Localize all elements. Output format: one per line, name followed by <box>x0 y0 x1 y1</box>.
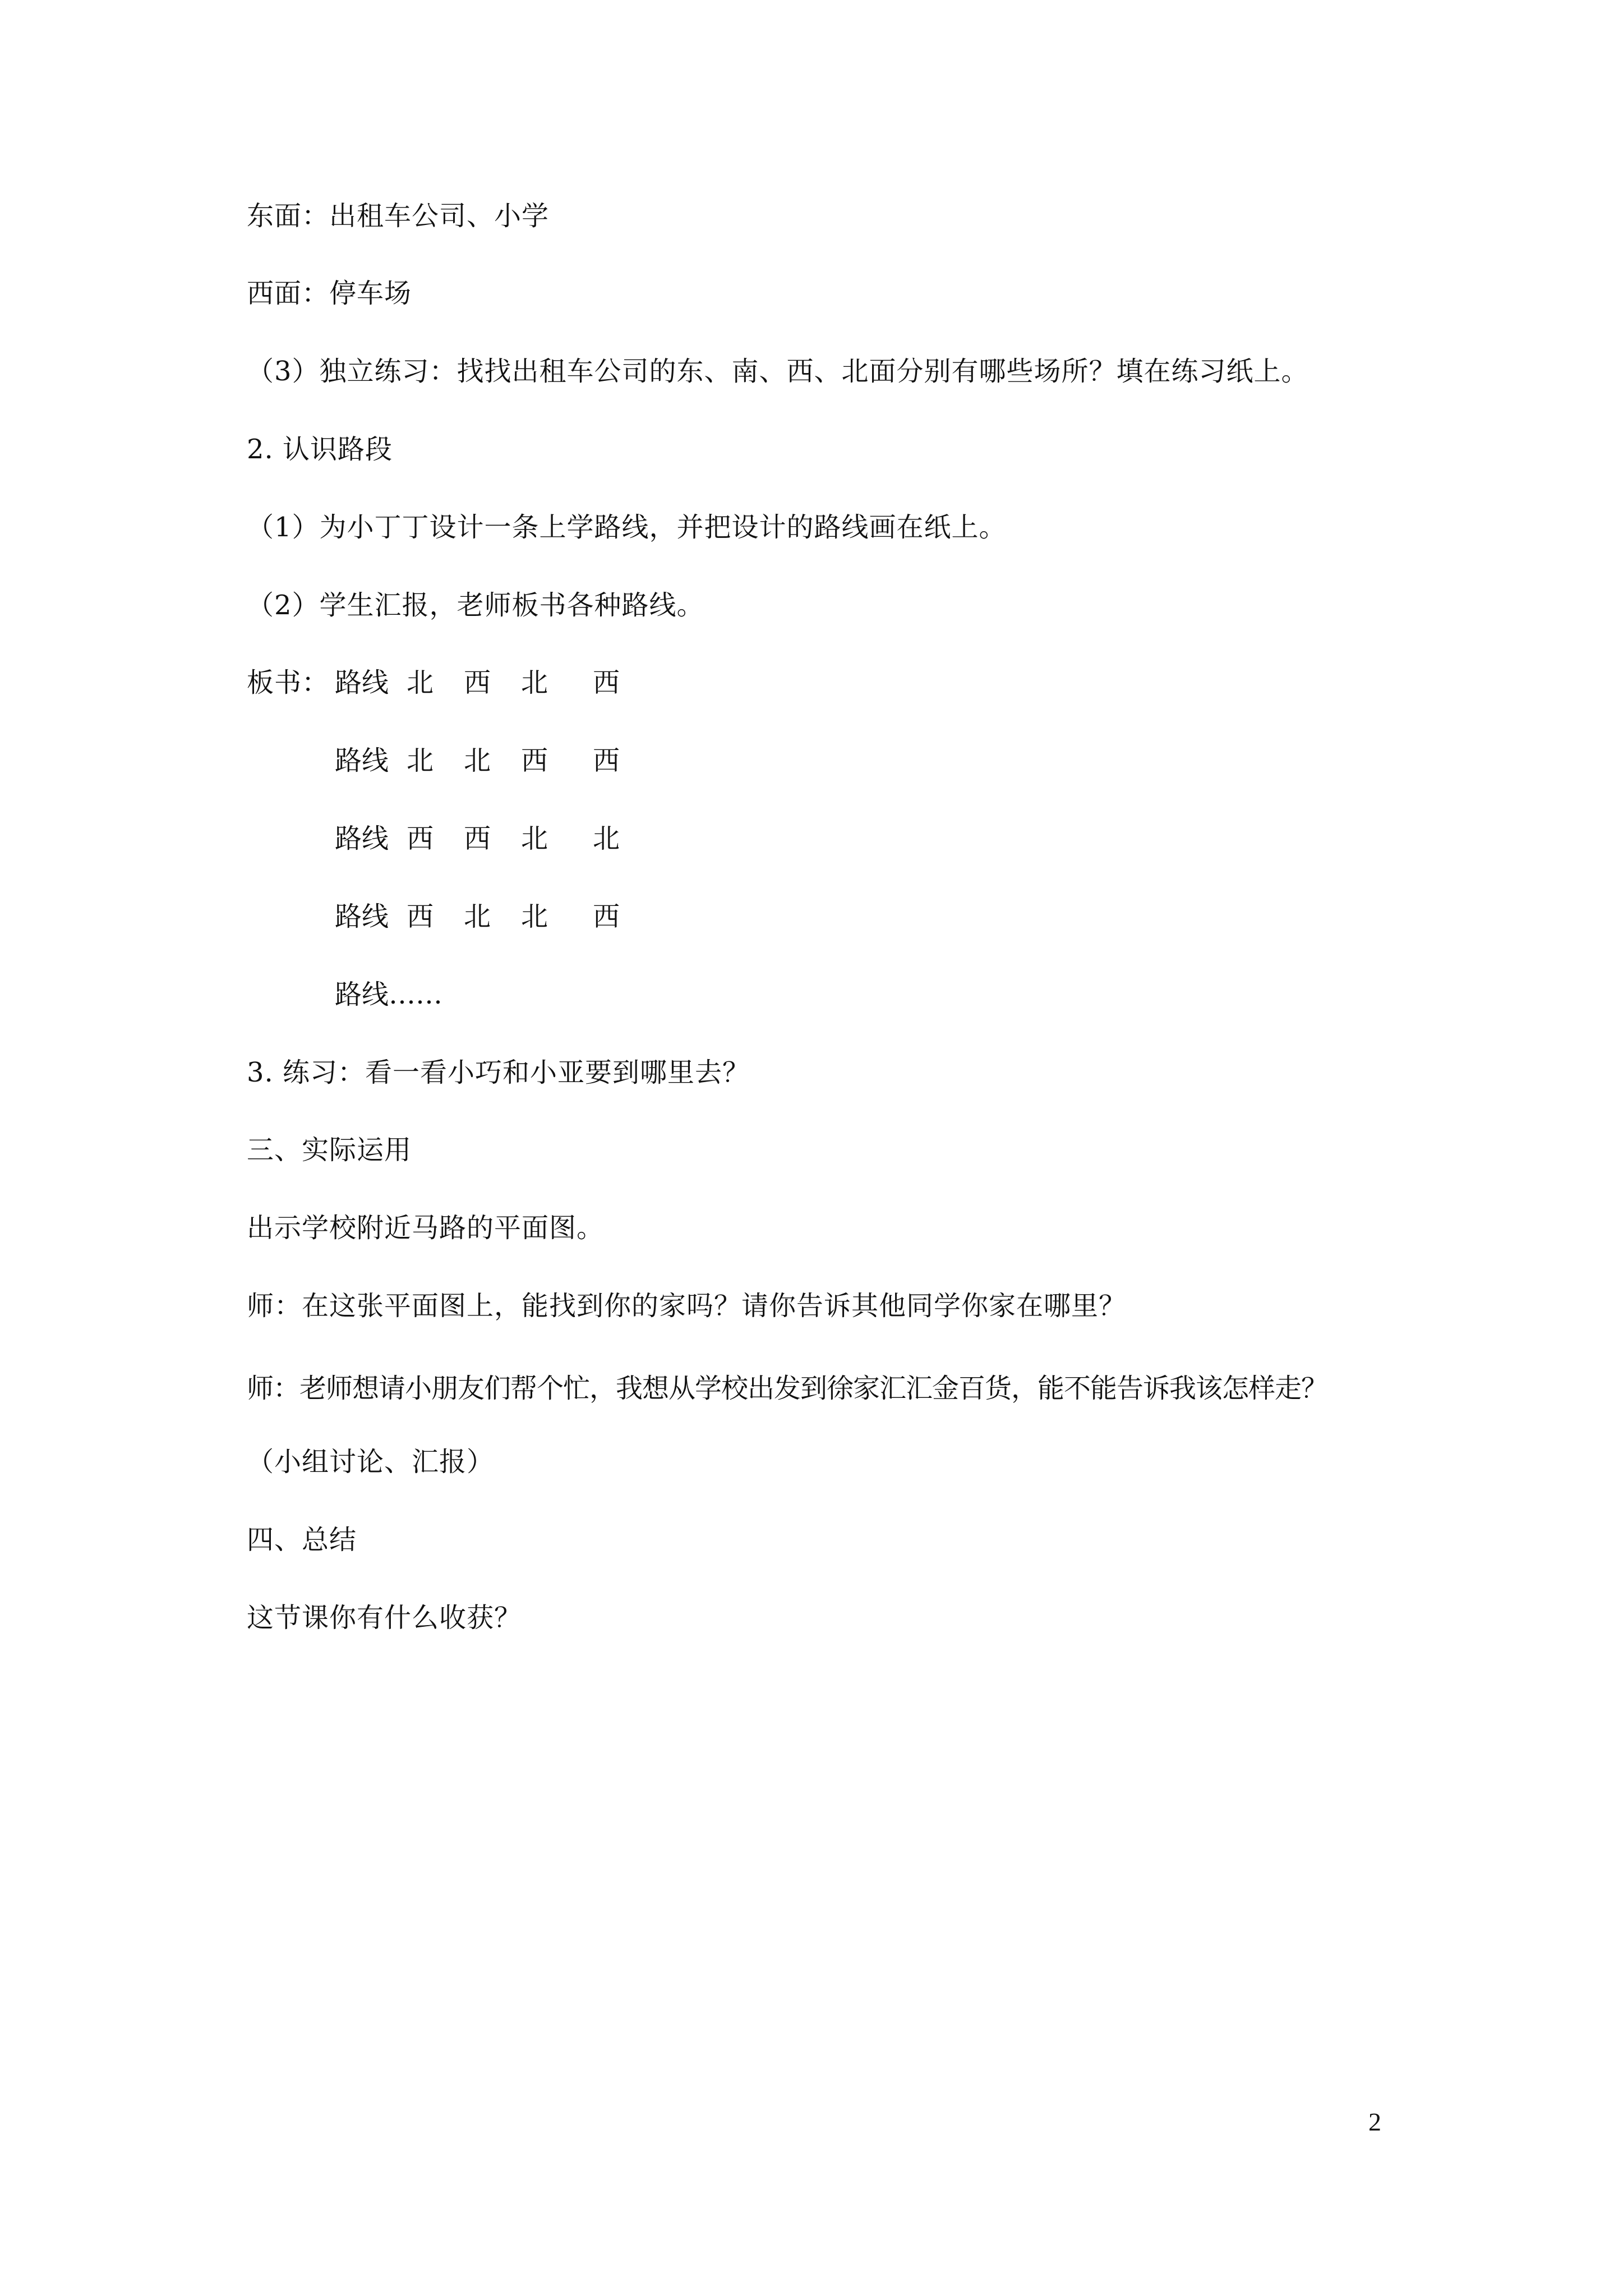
board-label: 板书： <box>247 667 330 698</box>
page-number: 2 <box>1368 2108 1381 2136</box>
part-4-heading: 四、总结 <box>247 1524 357 1556</box>
teacher-question-2: 师：老师想请小朋友们帮个忙，我想从学校出发到徐家汇汇金百货，能不能告诉我该怎样走？ <box>247 1373 1328 1404</box>
route-name: 路线 <box>335 745 389 776</box>
route-direction: 北 <box>407 667 434 698</box>
route-direction: 北 <box>593 823 620 854</box>
show-map-line: 出示学校附近马路的平面图。 <box>247 1212 605 1244</box>
section-2-heading: 2. 认识路段 <box>247 434 393 465</box>
route-direction: 西 <box>593 667 620 698</box>
east-line: 东面：出租车公司、小学 <box>247 200 550 232</box>
route-direction: 北 <box>521 823 548 854</box>
closing-question: 这节课你有什么收获？ <box>247 1602 522 1634</box>
route-name: 路线 <box>335 823 389 854</box>
west-line: 西面：停车场 <box>247 278 412 309</box>
route-name: 路线 <box>335 667 389 698</box>
teacher-question-1: 师：在这张平面图上，能找到你的家吗？请你告诉其他同学你家在哪里？ <box>247 1290 1127 1322</box>
route-direction: 西 <box>464 667 491 698</box>
sub-item-2: （2）学生汇报，老师板书各种路线。 <box>247 590 704 621</box>
route-direction: 西 <box>521 745 548 776</box>
section-3-heading: 3. 练习：看一看小巧和小亚要到哪里去？ <box>247 1057 750 1088</box>
sub-item-1: （1）为小丁丁设计一条上学路线，并把设计的路线画在纸上。 <box>247 512 1007 543</box>
route-name: 路线 <box>335 901 389 932</box>
group-discussion-line: （小组讨论、汇报） <box>247 1446 495 1478</box>
route-direction: 西 <box>407 901 434 932</box>
route-direction: 北 <box>521 901 548 932</box>
board-route-more: 路线…… <box>335 979 443 1010</box>
route-direction: 北 <box>407 745 434 776</box>
route-direction: 北 <box>521 667 548 698</box>
route-direction: 西 <box>464 823 491 854</box>
route-direction: 北 <box>464 745 491 776</box>
exercise-3-line: （3）独立练习：找找出租车公司的东、南、西、北面分别有哪些场所？填在练习纸上。 <box>247 356 1309 387</box>
route-direction: 北 <box>464 901 491 932</box>
part-3-heading: 三、实际运用 <box>247 1134 412 1166</box>
route-direction: 西 <box>593 745 620 776</box>
route-direction: 西 <box>593 901 620 932</box>
route-direction: 西 <box>407 823 434 854</box>
